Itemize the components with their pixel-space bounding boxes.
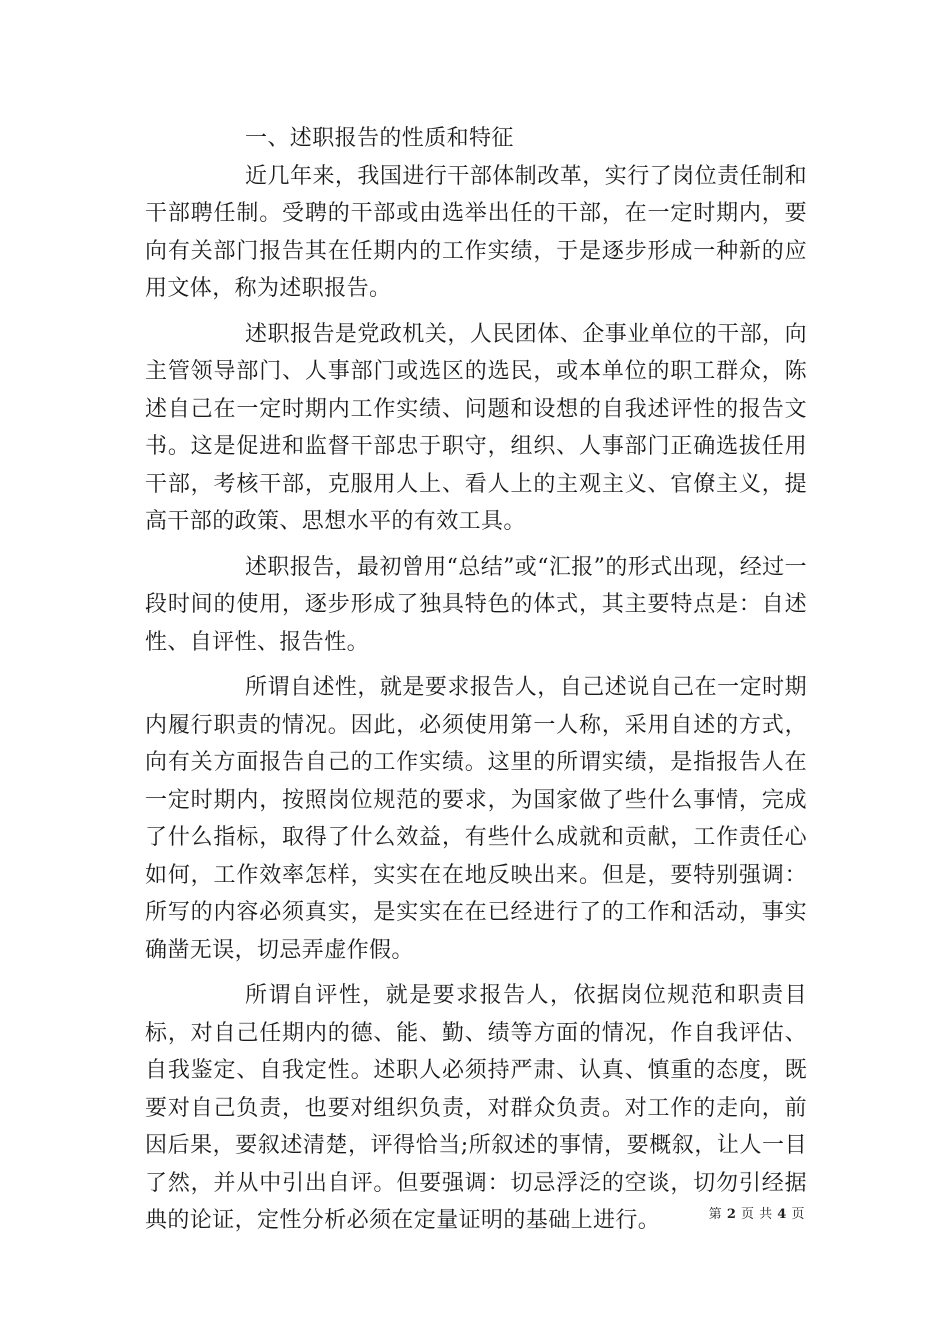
paragraph-2: 述职报告是党政机关，人民团体、企事业单位的干部，向主管领导部门、人事部门或选区的选民，或本单位的职工群众，陈述自己在一定时期内工作实绩、问题和设想的自我述评性的报告文书。这是促进和监督干部忠于职守，组织、人事部门正确选拔任用干部，考核干部，克服用人上、看人上的主观主义、官僚主义，提高干部的政策、思想水平的有效工具。 (145, 321, 807, 534)
document-body (145, 120, 807, 1240)
current-page-number: 2 (726, 1207, 737, 1222)
paragraph-1: 近几年来，我国进行干部体制改革，实行了岗位责任制和干部聘任制。受聘的干部或由选举出任的干部，在一定时期内，要向有关部门报告其在任期内的工作实绩，于是逐步形成一种新的应用文体，称为述职报告。 (145, 163, 807, 301)
paragraph-3: 述职报告，最初曾用“总结”或“汇报”的形式出现，经过一段时间的使用，逐步形成了独具特色的体式，其主要特点是：自述性、自评性、报告性。 (145, 554, 807, 655)
paragraph-4: 所谓自述性，就是要求报告人，自己述说自己在一定时期内履行职责的情况。因此，必须使用第一人称，采用自述的方式，向有关方面报告自己的工作实绩。这里的所谓实绩，是指报告人在一定时期内，按照岗位规范的要求，为国家做了些什么事情，完成了什么指标，取得了什么效益，有些什么成就和贡献，工作责任心如何，工作效率怎样，实实在在地反映出来。但是，要特别强调：所写的内容必须真实，是实实在在已经进行了的工作和活动，事实确凿无误，切忌弄虚作假。 (145, 675, 807, 963)
total-pages-number: 4 (777, 1207, 787, 1222)
footer-prefix: 第 (708, 1207, 723, 1222)
paragraph-5: 所谓自评性，就是要求报告人，依据岗位规范和职责目标，对自己任期内的德、能、勤、绩等方面的情况，作自我评估、自我鉴定、自我定性。述职人必须持严肃、认真、慎重的态度，既要对自己负责，也要对组织负责，对群众负责。对工作的走向，前因后果，要叙述清楚，评得恰当;所叙述的事情，要概叙，让人一目了然，并从中引出自评。但要强调：切忌浮泛的空谈，切勿引经据典的论证，定性分析必须在定量证明的基础上进行。 (145, 983, 807, 1233)
footer-suffix: 页 (791, 1207, 805, 1222)
section-heading: 一、述职报告的性质和特征 (245, 126, 514, 151)
page-footer (709, 1207, 805, 1223)
footer-middle: 页 共 (741, 1207, 773, 1222)
